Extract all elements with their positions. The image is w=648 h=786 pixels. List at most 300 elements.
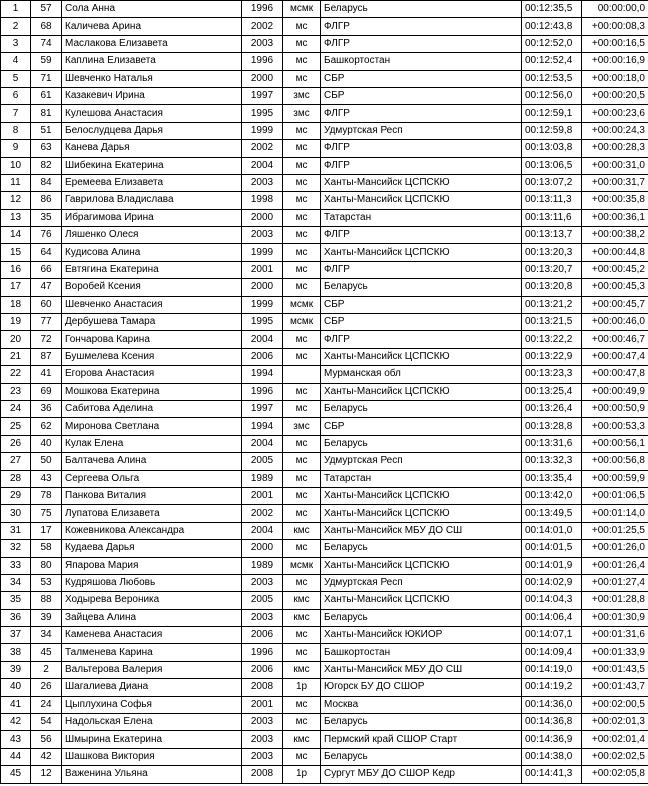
time-cell: 00:13:22,2 bbox=[522, 331, 582, 348]
time-cell: 00:14:38,0 bbox=[522, 748, 582, 765]
table-row bbox=[1, 70, 648, 87]
rank-cell: мс bbox=[283, 279, 321, 296]
bib-cell: 35 bbox=[31, 209, 62, 226]
bib-cell: 77 bbox=[31, 314, 62, 331]
region-cell: Беларусь bbox=[321, 748, 522, 765]
gap-cell: +00:00:49,9 bbox=[582, 383, 648, 400]
rank-cell: мс bbox=[283, 714, 321, 731]
gap-cell: +00:00:36,1 bbox=[582, 209, 648, 226]
birth-year-cell: 2004 bbox=[242, 157, 283, 174]
birth-year-cell: 2003 bbox=[242, 574, 283, 591]
place-cell: 8 bbox=[1, 122, 31, 139]
athlete-name-cell: Воробей Ксения bbox=[62, 279, 242, 296]
athlete-name-cell: Ляшенко Олеся bbox=[62, 227, 242, 244]
region-cell: Татарстан bbox=[321, 470, 522, 487]
table-row bbox=[1, 574, 648, 591]
birth-year-cell: 2003 bbox=[242, 714, 283, 731]
birth-year-cell: 1994 bbox=[242, 366, 283, 383]
time-cell: 00:13:26,4 bbox=[522, 400, 582, 417]
athlete-name-cell: Мошкова Екатерина bbox=[62, 383, 242, 400]
region-cell: Ханты-Мансийск ЦСПСКЮ bbox=[321, 383, 522, 400]
bib-cell: 84 bbox=[31, 174, 62, 191]
region-cell: СБР bbox=[321, 70, 522, 87]
rank-cell bbox=[283, 366, 321, 383]
birth-year-cell: 2002 bbox=[242, 140, 283, 157]
bib-cell: 69 bbox=[31, 383, 62, 400]
athlete-name-cell: Кудаева Дарья bbox=[62, 540, 242, 557]
rank-cell: 1р bbox=[283, 679, 321, 696]
place-cell: 44 bbox=[1, 748, 31, 765]
place-cell: 15 bbox=[1, 244, 31, 261]
birth-year-cell: 2001 bbox=[242, 696, 283, 713]
gap-cell: +00:00:56,1 bbox=[582, 435, 648, 452]
region-cell: СБР bbox=[321, 296, 522, 313]
birth-year-cell: 1999 bbox=[242, 244, 283, 261]
bib-cell: 76 bbox=[31, 227, 62, 244]
gap-cell: +00:01:30,9 bbox=[582, 609, 648, 626]
gap-cell: +00:00:44,8 bbox=[582, 244, 648, 261]
birth-year-cell: 1996 bbox=[242, 383, 283, 400]
region-cell: Ханты-Мансийск ЦСПСКЮ bbox=[321, 592, 522, 609]
rank-cell: мсмк bbox=[283, 296, 321, 313]
table-row bbox=[1, 470, 648, 487]
athlete-name-cell: Дербушева Тамара bbox=[62, 314, 242, 331]
gap-cell: +00:02:00,5 bbox=[582, 696, 648, 713]
bib-cell: 58 bbox=[31, 540, 62, 557]
time-cell: 00:12:59,1 bbox=[522, 105, 582, 122]
bib-cell: 51 bbox=[31, 122, 62, 139]
bib-cell: 24 bbox=[31, 696, 62, 713]
birth-year-cell: 2000 bbox=[242, 209, 283, 226]
athlete-name-cell: Шевченко Наталья bbox=[62, 70, 242, 87]
rank-cell: мс bbox=[283, 627, 321, 644]
athlete-name-cell: Вальтерова Валерия bbox=[62, 661, 242, 678]
birth-year-cell: 2003 bbox=[242, 227, 283, 244]
region-cell: Ханты-Мансийск ЦСПСКЮ bbox=[321, 505, 522, 522]
table-row bbox=[1, 18, 648, 35]
gap-cell: +00:00:45,3 bbox=[582, 279, 648, 296]
gap-cell: +00:01:33,9 bbox=[582, 644, 648, 661]
athlete-name-cell: Сабитова Аделина bbox=[62, 400, 242, 417]
rank-cell: мс bbox=[283, 70, 321, 87]
birth-year-cell: 2006 bbox=[242, 627, 283, 644]
athlete-name-cell: Каличева Арина bbox=[62, 18, 242, 35]
place-cell: 43 bbox=[1, 731, 31, 748]
athlete-name-cell: Егорова Анастасия bbox=[62, 366, 242, 383]
birth-year-cell: 2002 bbox=[242, 505, 283, 522]
bib-cell: 86 bbox=[31, 192, 62, 209]
region-cell: ФЛГР bbox=[321, 140, 522, 157]
table-row bbox=[1, 435, 648, 452]
birth-year-cell: 2000 bbox=[242, 70, 283, 87]
birth-year-cell: 1989 bbox=[242, 557, 283, 574]
region-cell: Пермский край СШОР Старт bbox=[321, 731, 522, 748]
time-cell: 00:14:36,0 bbox=[522, 696, 582, 713]
birth-year-cell: 2003 bbox=[242, 35, 283, 52]
athlete-name-cell: Казакевич Ирина bbox=[62, 87, 242, 104]
region-cell: Москва bbox=[321, 696, 522, 713]
bib-cell: 68 bbox=[31, 18, 62, 35]
time-cell: 00:12:56,0 bbox=[522, 87, 582, 104]
table-row bbox=[1, 209, 648, 226]
place-cell: 1 bbox=[1, 1, 31, 18]
place-cell: 10 bbox=[1, 157, 31, 174]
athlete-name-cell: Кудряшова Любовь bbox=[62, 574, 242, 591]
rank-cell: мс bbox=[283, 35, 321, 52]
region-cell: Беларусь bbox=[321, 714, 522, 731]
rank-cell: мс bbox=[283, 331, 321, 348]
birth-year-cell: 2003 bbox=[242, 174, 283, 191]
place-cell: 14 bbox=[1, 227, 31, 244]
gap-cell: +00:00:56,8 bbox=[582, 453, 648, 470]
rank-cell: 1р bbox=[283, 766, 321, 783]
region-cell: Беларусь bbox=[321, 400, 522, 417]
birth-year-cell: 2004 bbox=[242, 522, 283, 539]
region-cell: ФЛГР bbox=[321, 157, 522, 174]
gap-cell: +00:00:23,6 bbox=[582, 105, 648, 122]
gap-cell: +00:00:18,0 bbox=[582, 70, 648, 87]
time-cell: 00:13:42,0 bbox=[522, 487, 582, 504]
rank-cell: кмс bbox=[283, 731, 321, 748]
birth-year-cell: 1996 bbox=[242, 53, 283, 70]
table-row bbox=[1, 487, 648, 504]
region-cell: Ханты-Мансийск ЦСПСКЮ bbox=[321, 192, 522, 209]
bib-cell: 47 bbox=[31, 279, 62, 296]
gap-cell: +00:01:43,5 bbox=[582, 661, 648, 678]
place-cell: 23 bbox=[1, 383, 31, 400]
athlete-name-cell: Япарова Мария bbox=[62, 557, 242, 574]
bib-cell: 43 bbox=[31, 470, 62, 487]
place-cell: 25 bbox=[1, 418, 31, 435]
place-cell: 27 bbox=[1, 453, 31, 470]
rank-cell: мс bbox=[283, 435, 321, 452]
bib-cell: 42 bbox=[31, 748, 62, 765]
region-cell: Ханты-Мансийск МБУ ДО СШ bbox=[321, 522, 522, 539]
birth-year-cell: 2001 bbox=[242, 261, 283, 278]
place-cell: 34 bbox=[1, 574, 31, 591]
region-cell: Беларусь bbox=[321, 435, 522, 452]
bib-cell: 54 bbox=[31, 714, 62, 731]
time-cell: 00:13:20,8 bbox=[522, 279, 582, 296]
region-cell: Беларусь bbox=[321, 540, 522, 557]
rank-cell: кмс bbox=[283, 661, 321, 678]
gap-cell: +00:01:31,6 bbox=[582, 627, 648, 644]
birth-year-cell: 2003 bbox=[242, 731, 283, 748]
time-cell: 00:14:19,2 bbox=[522, 679, 582, 696]
rank-cell: мс bbox=[283, 487, 321, 504]
time-cell: 00:13:13,7 bbox=[522, 227, 582, 244]
bib-cell: 78 bbox=[31, 487, 62, 504]
bib-cell: 57 bbox=[31, 1, 62, 18]
place-cell: 32 bbox=[1, 540, 31, 557]
birth-year-cell: 1996 bbox=[242, 1, 283, 18]
place-cell: 40 bbox=[1, 679, 31, 696]
rank-cell: мс bbox=[283, 400, 321, 417]
athlete-name-cell: Маслакова Елизавета bbox=[62, 35, 242, 52]
birth-year-cell: 2008 bbox=[242, 679, 283, 696]
birth-year-cell: 1995 bbox=[242, 314, 283, 331]
time-cell: 00:13:11,6 bbox=[522, 209, 582, 226]
bib-cell: 74 bbox=[31, 35, 62, 52]
time-cell: 00:12:52,0 bbox=[522, 35, 582, 52]
time-cell: 00:13:06,5 bbox=[522, 157, 582, 174]
table-row bbox=[1, 627, 648, 644]
rank-cell: мс bbox=[283, 574, 321, 591]
time-cell: 00:14:36,9 bbox=[522, 731, 582, 748]
rank-cell: мс bbox=[283, 174, 321, 191]
rank-cell: мс bbox=[283, 505, 321, 522]
gap-cell: +00:00:45,7 bbox=[582, 296, 648, 313]
place-cell: 5 bbox=[1, 70, 31, 87]
gap-cell: +00:00:47,8 bbox=[582, 366, 648, 383]
athlete-name-cell: Панкова Виталия bbox=[62, 487, 242, 504]
birth-year-cell: 2003 bbox=[242, 748, 283, 765]
birth-year-cell: 2005 bbox=[242, 592, 283, 609]
gap-cell: +00:00:31,0 bbox=[582, 157, 648, 174]
time-cell: 00:13:20,7 bbox=[522, 261, 582, 278]
time-cell: 00:13:03,8 bbox=[522, 140, 582, 157]
region-cell: ФЛГР bbox=[321, 18, 522, 35]
region-cell: СБР bbox=[321, 314, 522, 331]
table-row bbox=[1, 766, 648, 783]
region-cell: Татарстан bbox=[321, 209, 522, 226]
time-cell: 00:13:22,9 bbox=[522, 348, 582, 365]
table-row bbox=[1, 122, 648, 139]
bib-cell: 2 bbox=[31, 661, 62, 678]
place-cell: 2 bbox=[1, 18, 31, 35]
place-cell: 9 bbox=[1, 140, 31, 157]
region-cell: Югорск БУ ДО СШОР bbox=[321, 679, 522, 696]
region-cell: Мурманская обл bbox=[321, 366, 522, 383]
place-cell: 39 bbox=[1, 661, 31, 678]
birth-year-cell: 2002 bbox=[242, 18, 283, 35]
table-row bbox=[1, 174, 648, 191]
rank-cell: мс bbox=[283, 140, 321, 157]
gap-cell: +00:00:46,0 bbox=[582, 314, 648, 331]
bib-cell: 87 bbox=[31, 348, 62, 365]
birth-year-cell: 2006 bbox=[242, 661, 283, 678]
region-cell: ФЛГР bbox=[321, 261, 522, 278]
place-cell: 20 bbox=[1, 331, 31, 348]
region-cell: Ханты-Мансийск ЦСПСКЮ bbox=[321, 487, 522, 504]
table-row bbox=[1, 696, 648, 713]
place-cell: 11 bbox=[1, 174, 31, 191]
athlete-name-cell: Евтягина Екатерина bbox=[62, 261, 242, 278]
region-cell: СБР bbox=[321, 418, 522, 435]
birth-year-cell: 1996 bbox=[242, 644, 283, 661]
time-cell: 00:13:23,3 bbox=[522, 366, 582, 383]
bib-cell: 56 bbox=[31, 731, 62, 748]
bib-cell: 80 bbox=[31, 557, 62, 574]
table-row bbox=[1, 261, 648, 278]
place-cell: 31 bbox=[1, 522, 31, 539]
athlete-name-cell: Шмырина Екатерина bbox=[62, 731, 242, 748]
rank-cell: змс bbox=[283, 418, 321, 435]
birth-year-cell: 1995 bbox=[242, 105, 283, 122]
rank-cell: мс bbox=[283, 644, 321, 661]
athlete-name-cell: Кудисова Алина bbox=[62, 244, 242, 261]
gap-cell: +00:01:26,4 bbox=[582, 557, 648, 574]
athlete-name-cell: Еремеева Елизавета bbox=[62, 174, 242, 191]
time-cell: 00:13:49,5 bbox=[522, 505, 582, 522]
table-row bbox=[1, 661, 648, 678]
rank-cell: мсмк bbox=[283, 557, 321, 574]
bib-cell: 41 bbox=[31, 366, 62, 383]
place-cell: 26 bbox=[1, 435, 31, 452]
time-cell: 00:13:07,2 bbox=[522, 174, 582, 191]
athlete-name-cell: Бушмелева Ксения bbox=[62, 348, 242, 365]
rank-cell: мс bbox=[283, 227, 321, 244]
rank-cell: мс bbox=[283, 53, 321, 70]
time-cell: 00:13:28,8 bbox=[522, 418, 582, 435]
table-row bbox=[1, 140, 648, 157]
table-row bbox=[1, 279, 648, 296]
region-cell: Сургут МБУ ДО СШОР Кедр bbox=[321, 766, 522, 783]
athlete-name-cell: Важенина Ульяна bbox=[62, 766, 242, 783]
bib-cell: 50 bbox=[31, 453, 62, 470]
bib-cell: 71 bbox=[31, 70, 62, 87]
place-cell: 18 bbox=[1, 296, 31, 313]
place-cell: 28 bbox=[1, 470, 31, 487]
time-cell: 00:14:01,5 bbox=[522, 540, 582, 557]
rank-cell: мс bbox=[283, 261, 321, 278]
place-cell: 37 bbox=[1, 627, 31, 644]
region-cell: Ханты-Мансийск ЦСПСКЮ bbox=[321, 557, 522, 574]
time-cell: 00:12:53,5 bbox=[522, 70, 582, 87]
bib-cell: 88 bbox=[31, 592, 62, 609]
athlete-name-cell: Шашкова Виктория bbox=[62, 748, 242, 765]
place-cell: 21 bbox=[1, 348, 31, 365]
gap-cell: +00:00:35,8 bbox=[582, 192, 648, 209]
bib-cell: 12 bbox=[31, 766, 62, 783]
table-row bbox=[1, 87, 648, 104]
time-cell: 00:13:25,4 bbox=[522, 383, 582, 400]
athlete-name-cell: Шибекина Екатерина bbox=[62, 157, 242, 174]
place-cell: 45 bbox=[1, 766, 31, 783]
athlete-name-cell: Ибрагимова Ирина bbox=[62, 209, 242, 226]
gap-cell: +00:00:20,5 bbox=[582, 87, 648, 104]
gap-cell: +00:00:24,3 bbox=[582, 122, 648, 139]
gap-cell: +00:01:27,4 bbox=[582, 574, 648, 591]
table-row bbox=[1, 748, 648, 765]
place-cell: 12 bbox=[1, 192, 31, 209]
gap-cell: +00:00:45,2 bbox=[582, 261, 648, 278]
time-cell: 00:14:02,9 bbox=[522, 574, 582, 591]
region-cell: Ханты-Мансийск ЮКИОР bbox=[321, 627, 522, 644]
place-cell: 16 bbox=[1, 261, 31, 278]
place-cell: 33 bbox=[1, 557, 31, 574]
rank-cell: змс bbox=[283, 105, 321, 122]
time-cell: 00:14:41,3 bbox=[522, 766, 582, 783]
place-cell: 41 bbox=[1, 696, 31, 713]
table-row bbox=[1, 714, 648, 731]
rank-cell: мс bbox=[283, 348, 321, 365]
bib-cell: 75 bbox=[31, 505, 62, 522]
gap-cell: +00:00:47,4 bbox=[582, 348, 648, 365]
time-cell: 00:14:36,8 bbox=[522, 714, 582, 731]
birth-year-cell: 1999 bbox=[242, 122, 283, 139]
bib-cell: 60 bbox=[31, 296, 62, 313]
table-row bbox=[1, 400, 648, 417]
table-row bbox=[1, 314, 648, 331]
birth-year-cell: 1997 bbox=[242, 400, 283, 417]
bib-cell: 17 bbox=[31, 522, 62, 539]
athlete-name-cell: Гончарова Карина bbox=[62, 331, 242, 348]
table-row bbox=[1, 244, 648, 261]
gap-cell: +00:00:59,9 bbox=[582, 470, 648, 487]
athlete-name-cell: Канева Дарья bbox=[62, 140, 242, 157]
table-row bbox=[1, 35, 648, 52]
gap-cell: +00:00:16,9 bbox=[582, 53, 648, 70]
place-cell: 4 bbox=[1, 53, 31, 70]
rank-cell: мс bbox=[283, 748, 321, 765]
bib-cell: 36 bbox=[31, 400, 62, 417]
birth-year-cell: 2008 bbox=[242, 766, 283, 783]
rank-cell: мс bbox=[283, 696, 321, 713]
time-cell: 00:12:59,8 bbox=[522, 122, 582, 139]
athlete-name-cell: Кулак Елена bbox=[62, 435, 242, 452]
birth-year-cell: 1994 bbox=[242, 418, 283, 435]
athlete-name-cell: Миронова Светлана bbox=[62, 418, 242, 435]
region-cell: ФЛГР bbox=[321, 105, 522, 122]
athlete-name-cell: Сола Анна bbox=[62, 1, 242, 18]
table-row bbox=[1, 53, 648, 70]
time-cell: 00:12:52,4 bbox=[522, 53, 582, 70]
region-cell: Удмуртская Респ bbox=[321, 122, 522, 139]
time-cell: 00:14:01,0 bbox=[522, 522, 582, 539]
place-cell: 22 bbox=[1, 366, 31, 383]
bib-cell: 39 bbox=[31, 609, 62, 626]
athlete-name-cell: Цыплухина Софья bbox=[62, 696, 242, 713]
rank-cell: мс bbox=[283, 244, 321, 261]
gap-cell: +00:01:28,8 bbox=[582, 592, 648, 609]
athlete-name-cell: Кулешова Анастасия bbox=[62, 105, 242, 122]
birth-year-cell: 2000 bbox=[242, 279, 283, 296]
bib-cell: 40 bbox=[31, 435, 62, 452]
region-cell: ФЛГР bbox=[321, 331, 522, 348]
table-row bbox=[1, 453, 648, 470]
place-cell: 7 bbox=[1, 105, 31, 122]
time-cell: 00:13:21,5 bbox=[522, 314, 582, 331]
bib-cell: 61 bbox=[31, 87, 62, 104]
gap-cell: +00:00:28,3 bbox=[582, 140, 648, 157]
rank-cell: мс bbox=[283, 209, 321, 226]
gap-cell: +00:02:02,5 bbox=[582, 748, 648, 765]
bib-cell: 45 bbox=[31, 644, 62, 661]
rank-cell: змс bbox=[283, 87, 321, 104]
table-row bbox=[1, 105, 648, 122]
region-cell: Беларусь bbox=[321, 609, 522, 626]
athlete-name-cell: Балтачева Алина bbox=[62, 453, 242, 470]
athlete-name-cell: Ходырева Вероника bbox=[62, 592, 242, 609]
bib-cell: 34 bbox=[31, 627, 62, 644]
time-cell: 00:14:19,0 bbox=[522, 661, 582, 678]
region-cell: Ханты-Мансийск ЦСПСКЮ bbox=[321, 244, 522, 261]
place-cell: 29 bbox=[1, 487, 31, 504]
gap-cell: 00:00:00,0 bbox=[582, 1, 648, 18]
region-cell: Ханты-Мансийск ЦСПСКЮ bbox=[321, 174, 522, 191]
athlete-name-cell: Гаврилова Владислава bbox=[62, 192, 242, 209]
gap-cell: +00:01:06,5 bbox=[582, 487, 648, 504]
birth-year-cell: 2006 bbox=[242, 348, 283, 365]
rank-cell: мс bbox=[283, 192, 321, 209]
region-cell: ФЛГР bbox=[321, 227, 522, 244]
time-cell: 00:13:35,4 bbox=[522, 470, 582, 487]
rank-cell: мсмк bbox=[283, 1, 321, 18]
place-cell: 42 bbox=[1, 714, 31, 731]
athlete-name-cell: Кожевникова Александра bbox=[62, 522, 242, 539]
region-cell: Ханты-Мансийск ЦСПСКЮ bbox=[321, 348, 522, 365]
